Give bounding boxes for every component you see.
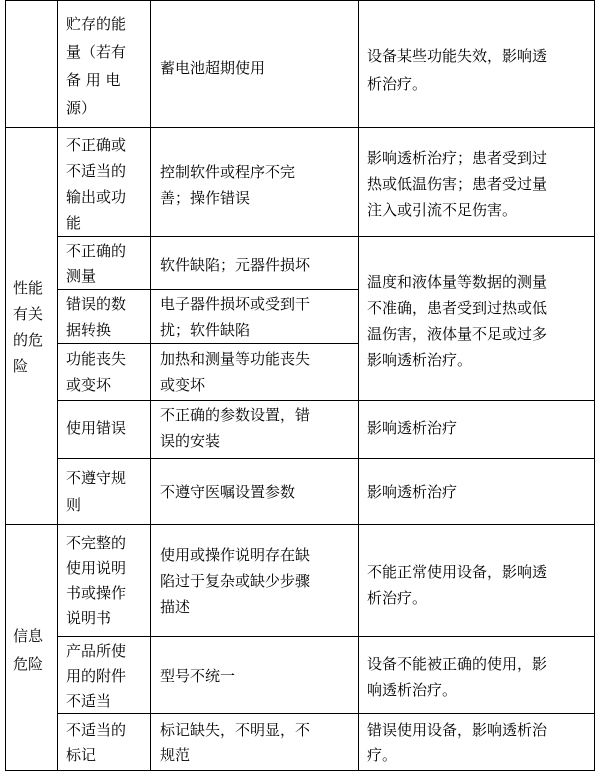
- row-divider-6: [57, 458, 594, 459]
- cell-hazard: 用的附件: [66, 667, 127, 685]
- col-divider-3: [358, 0, 359, 771]
- cell-hazard: 量（若有: [66, 43, 127, 61]
- row-divider-7: [57, 636, 594, 637]
- row-divider-category: [5, 524, 594, 525]
- cell-cause: 陷过于复杂或缺少步骤: [160, 572, 311, 590]
- cell-consequence: 热或低温伤害；患者受过量: [367, 175, 548, 193]
- consequence-line: 不准确，患者受到过热或低: [367, 299, 548, 317]
- cell-hazard: 不适当的: [66, 721, 127, 739]
- category-label: 险: [13, 357, 29, 375]
- col-divider-2: [150, 0, 151, 771]
- cell-cause: 扰；软件缺陷: [160, 321, 251, 339]
- row-divider-1: [5, 127, 594, 128]
- cell-consequence: 设备不能被正确的使用，影: [367, 655, 548, 673]
- row-divider-3: [57, 289, 358, 290]
- cell-hazard: 源）: [66, 99, 97, 117]
- cell-hazard: 测量: [66, 267, 97, 285]
- cell-hazard: 不正确或: [66, 136, 127, 154]
- cell-consequence: 疗。: [367, 746, 398, 764]
- table-border-top: [5, 0, 594, 1]
- cell-consequence: 析治疗。: [367, 589, 428, 607]
- row-divider-2: [57, 236, 594, 237]
- row-divider-8: [57, 713, 594, 714]
- category-label: 有关: [13, 305, 44, 323]
- cell-consequence: 析治疗。: [367, 75, 428, 93]
- table-border-right: [594, 0, 595, 771]
- cell-consequence: 不能正常使用设备，影响透: [367, 563, 548, 581]
- category-label: 危险: [13, 655, 44, 673]
- cell-cause: 软件缺陷；元器件损坏: [160, 256, 311, 274]
- cell-hazard: 不适当: [66, 692, 112, 710]
- cell-hazard: 据转换: [66, 321, 112, 339]
- cell-hazard: 能: [66, 214, 82, 232]
- cell-cause: 型号不统一: [160, 667, 236, 685]
- cell-cause: 描述: [160, 598, 191, 616]
- category-label: 的危: [13, 331, 44, 349]
- consequence-line: 温度和液体量等数据的测量: [367, 273, 548, 291]
- cell-consequence: 注入或引流不足伤害。: [367, 201, 518, 219]
- cell-hazard: 标记: [66, 746, 97, 764]
- cell-hazard: 输出或功: [66, 188, 127, 206]
- col-divider-1: [57, 0, 58, 771]
- cell-hazard: 使用说明: [66, 559, 127, 577]
- cell-hazard: 书或操作: [66, 584, 127, 602]
- cell-hazard: 不正确的: [66, 242, 127, 260]
- cell-hazard: 不完整的: [66, 534, 127, 552]
- cell-cause: 不正确的参数设置，错: [160, 406, 311, 424]
- cell-consequence: 错误使用设备，影响透析治: [367, 721, 548, 739]
- consequence-line: 温伤害，液体量不足或过多: [367, 325, 548, 343]
- cell-consequence: 影响透析治疗；患者受到过: [367, 149, 548, 167]
- cell-hazard: 或变坏: [66, 376, 112, 394]
- cell-hazard: 贮存的能: [66, 15, 127, 33]
- cell-consequence: 响透析治疗。: [367, 681, 458, 699]
- row-divider-5: [57, 400, 594, 401]
- cell-hazard: 备 用 电: [66, 71, 121, 89]
- cell-hazard: 错误的数: [66, 295, 127, 313]
- category-label: 信息: [13, 627, 44, 645]
- consequence-line: 影响透析治疗。: [367, 351, 473, 369]
- cell-cause: 加热和测量等功能丧失: [160, 350, 311, 368]
- cell-cause: 标记缺失，不明显，不: [160, 721, 311, 739]
- cell-hazard: 不适当的: [66, 162, 127, 180]
- cell-cause: 规范: [160, 746, 191, 764]
- cell-cause: 电子器件损坏或受到干: [160, 295, 311, 313]
- cell-hazard: 产品所使: [66, 642, 127, 660]
- cell-consequence: 设备某些功能失效，影响透: [367, 47, 548, 65]
- cell-cause: 或变坏: [160, 376, 206, 394]
- cell-consequence: 影响透析治疗: [367, 483, 458, 501]
- cell-cause: 使用或操作说明存在缺: [160, 546, 311, 564]
- cell-cause: 蓄电池超期使用: [160, 59, 266, 77]
- cell-cause: 不遵守医嘱设置参数: [160, 483, 296, 501]
- cell-consequence: 影响透析治疗: [367, 419, 458, 437]
- cell-cause: 善；操作错误: [160, 189, 251, 207]
- cell-hazard: 说明书: [66, 609, 112, 627]
- cell-hazard: 功能丧失: [66, 350, 127, 368]
- table-border-left: [5, 0, 6, 771]
- cell-cause: 控制软件或程序不完: [160, 163, 296, 181]
- category-label: 性能: [13, 279, 44, 297]
- cell-hazard: 则: [66, 496, 82, 514]
- cell-cause: 误的安装: [160, 432, 221, 450]
- cell-hazard: 使用错误: [66, 419, 127, 437]
- cell-hazard: 不遵守规: [66, 469, 127, 487]
- row-divider-4: [57, 343, 358, 344]
